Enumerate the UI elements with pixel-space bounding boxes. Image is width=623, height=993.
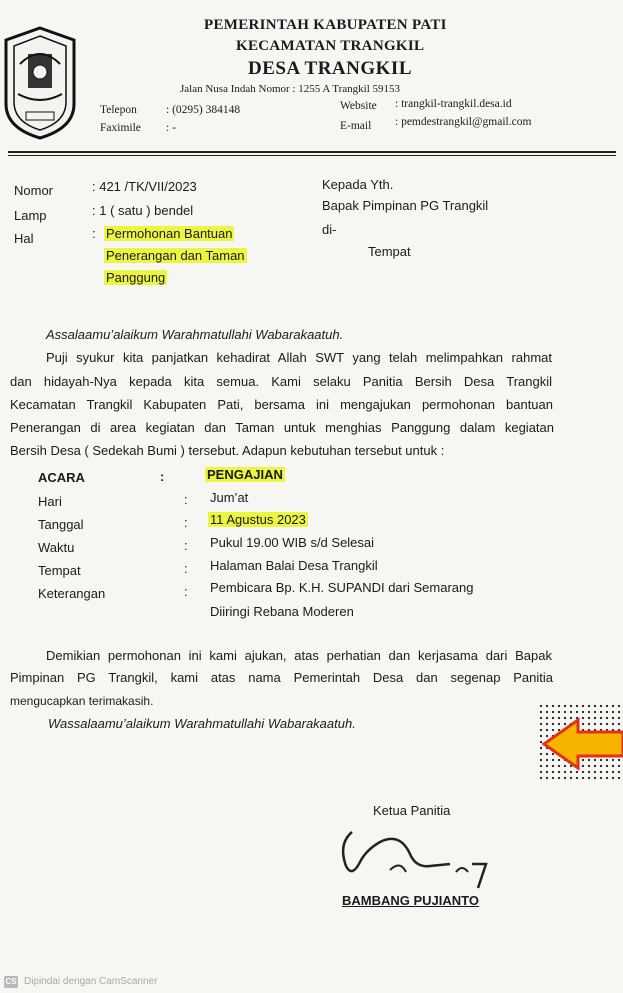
letterhead-line1: PEMERINTAH KABUPATEN PATI [204,17,447,33]
hal-line2 [104,248,247,263]
keterangan-value1: Pembicara Bp. K.H. SUPANDI dari Semarang [210,580,474,595]
camscanner-logo-icon [4,976,18,988]
signature-role: Ketua Panitia [373,803,451,818]
closing-line2: Pimpinan PG Trangkil, kami atas nama Pemerintah Desa dan segenap Panitia [10,670,553,685]
waktu-value: Pukul 19.00 WIB s/d Selesai [210,535,375,550]
hari-value: Jum’at [210,490,249,505]
closing-line1: Demikian permohonan ini kami ajukan, atas perhatian dan kerjasama dari Bapak [46,648,552,663]
body-line5: Bersih Desa ( Sedekah Bumi ) tersebut. Adapun kebutuhan tersebut untuk : [10,443,445,458]
hal-line3-text: Panggung [106,270,166,285]
acara-colon: : [160,469,165,484]
hal-colon: : [92,226,96,241]
fax-value: : - [166,122,176,134]
tempat-label: Tempat [38,563,81,578]
phone-value: : (0295) 384148 [166,104,241,116]
scanner-watermark: Dipindai dengan CamScanner [24,976,158,987]
recipient-line3: di- [322,222,337,237]
village-logo [0,24,80,147]
farewell: Wassalaamu’alaikum Warahmatullahi Wabarakaatuh. [48,716,356,731]
hari-colon: : [184,492,188,507]
hari-label: Hari [38,494,62,509]
arrow-icon [540,716,623,777]
lamp-value: : 1 ( satu ) bendel [92,203,194,218]
phone-label: Telepon [100,104,137,116]
tanggal-value [208,512,308,527]
hal-line2-text: Penerangan dan Taman [106,248,245,263]
tanggal-value-text: 11 Agustus 2023 [210,512,306,527]
email-label: E-mail [340,120,372,132]
tempat-colon: : [184,561,188,576]
acara-label: ACARA [38,470,85,485]
body-line4: Penerangan di area kegiatan dan Taman untuk menghias Panggung dalam kegiatan [10,420,554,435]
waktu-label: Waktu [38,540,75,555]
keterangan-colon: : [184,584,188,599]
fax-label: Faximile [100,122,141,134]
recipient-line4: Tempat [368,244,411,259]
acara-value-text: PENGAJIAN [207,467,283,482]
signatory-name: BAMBANG PUJIANTO [342,893,479,908]
email-value: : pemdestrangkil@gmail.com [395,116,532,128]
letterhead-address: Jalan Nusa Indah Nomor : 1255 A Trangkil 59153 [180,83,400,95]
greeting: Assalaamu’alaikum Warahmatullahi Wabarakaatuh. [46,327,344,342]
hal-label: Hal [14,231,34,246]
camscanner-badge-text: CS [5,977,17,986]
acara-value [205,467,285,482]
closing-line3: mengucapkan terimakasih. [10,694,154,708]
recipient-line2: Bapak Pimpinan PG Trangkil [322,198,489,213]
hal-line1-text: Permohonan Bantuan [106,226,233,241]
keterangan-label: Keterangan [38,586,106,601]
letterhead-line3: DESA TRANGKIL [248,58,413,79]
body-line1: Puji syukur kita panjatkan kehadirat Allah SWT yang telah melimpahkan rahmat [46,350,552,365]
recipient-line1: Kepada Yth. [322,177,394,192]
nomor-label: Nomor [14,183,54,198]
lamp-label: Lamp [14,208,47,223]
waktu-colon: : [184,538,188,553]
village-logo-icon [0,24,80,142]
hal-line3 [104,270,167,285]
body-line2: dan hidayah-Nya kepada kita semua. Kami selaku Panitia Bersih Desa Trangkil [10,374,552,389]
letterhead-line2: KECAMATAN TRANGKIL [236,38,425,54]
tanggal-colon: : [184,515,188,530]
handwritten-signature [330,820,490,895]
keterangan-value2: Diiringi Rebana Moderen [210,604,354,619]
letterhead-rule [8,151,616,153]
nomor-value: : 421 /TK/VII/2023 [92,179,197,194]
website-label: Website [340,100,377,112]
tempat-value: Halaman Balai Desa Trangkil [210,558,378,573]
hal-line1 [104,226,234,241]
letterhead-rule-thin [8,155,616,156]
tanggal-label: Tanggal [38,517,84,532]
body-line3: Kecamatan Trangkil Kabupaten Pati, bersama ini mengajukan permohonan bantuan [10,397,553,412]
website-value: : trangkil-trangkil.desa.id [395,98,512,110]
